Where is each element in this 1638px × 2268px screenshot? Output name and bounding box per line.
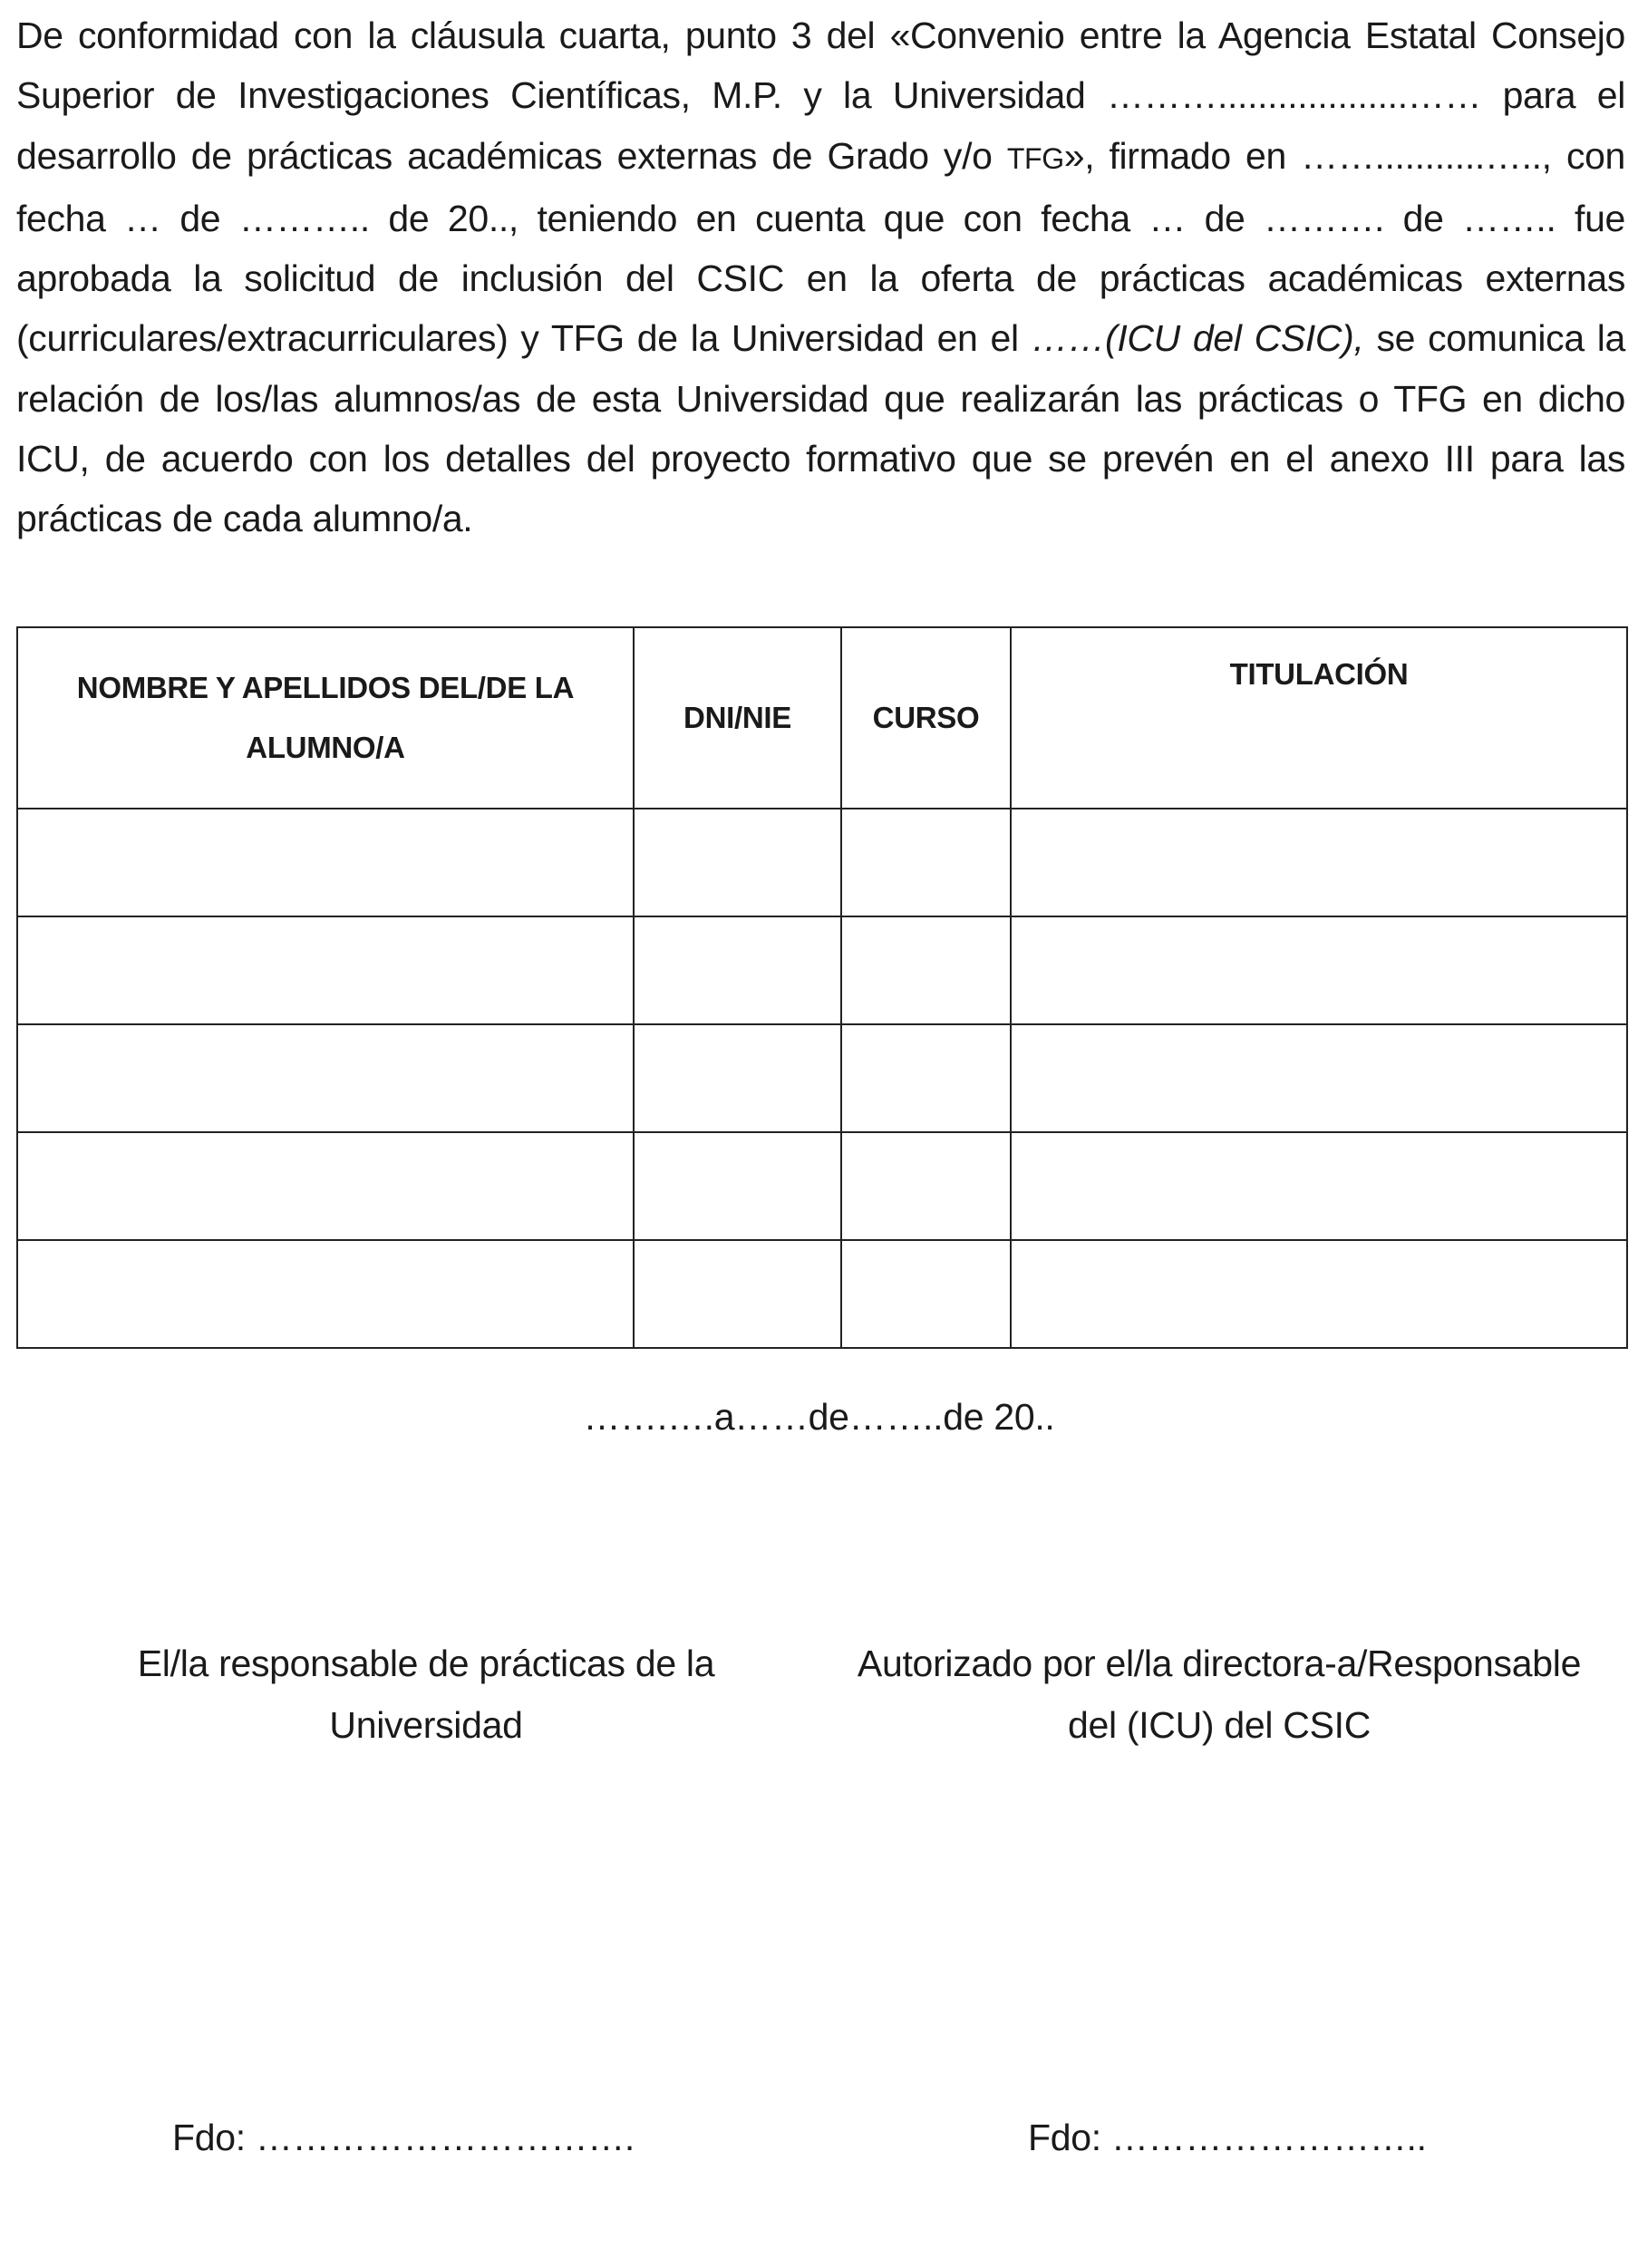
- cell-name[interactable]: [17, 1024, 634, 1132]
- cell-dni[interactable]: [634, 1132, 841, 1240]
- place-date-line: …….….a……de……..de 20..: [583, 1396, 1055, 1438]
- cell-titulacion[interactable]: [1011, 809, 1627, 916]
- signature-line-university: Fdo: ………………………….: [172, 2117, 635, 2158]
- signature-title-university-line1: El/la responsable de prácticas de la: [137, 1643, 715, 1684]
- signature-title-csic: [843, 1633, 1595, 1756]
- intro-text-part2: », firmado en ……...........….., con fecha … de ……….. de 20.., teniendo en cuenta que con fecha … de ………. de …….. fue aprobada la solicitud de inclusión del CSIC en la oferta de prácticas académicas externas (curriculares/extracurriculares) y TFG de la Universidad en el: [16, 134, 1626, 360]
- cell-dni[interactable]: [634, 1240, 841, 1348]
- cell-name[interactable]: [17, 1132, 634, 1240]
- intro-text-part1: De conformidad con la cláusula cuarta, punto 3 del «Convenio entre la Agencia Estatal Consejo Superior de Investigaciones Científicas, M.P. y la Universidad ………...................…… para el desarrollo de prácticas académicas externas de Grado y/o: [16, 15, 1625, 177]
- table-row: [17, 1240, 1627, 1348]
- table-row: [17, 916, 1627, 1024]
- cell-dni[interactable]: [634, 1024, 841, 1132]
- signature-title-university: [91, 1633, 761, 1756]
- intro-tfg-smallcaps: TFG: [1006, 141, 1064, 175]
- signature-title-university-line2: Universidad: [329, 1704, 523, 1746]
- cell-name[interactable]: [17, 809, 634, 916]
- cell-curso[interactable]: [841, 916, 1011, 1024]
- header-titulacion: TITULACIÓN: [1011, 627, 1627, 809]
- table-header-row: [17, 627, 1627, 809]
- signature-title-csic-line1: Autorizado por el/la directora-a/Responsable: [857, 1643, 1582, 1684]
- cell-titulacion[interactable]: [1011, 1132, 1627, 1240]
- students-table: [16, 626, 1628, 1349]
- cell-curso[interactable]: [841, 1240, 1011, 1348]
- header-name: NOMBRE Y APELLIDOS DEL/DE LA ALUMNO/A: [17, 627, 634, 809]
- cell-titulacion[interactable]: [1011, 1240, 1627, 1348]
- header-curso: CURSO: [841, 627, 1011, 809]
- intro-icu-italic: ……(ICU del CSIC),: [1031, 317, 1364, 360]
- cell-dni[interactable]: [634, 809, 841, 916]
- table-row: [17, 809, 1627, 916]
- cell-titulacion[interactable]: [1011, 1024, 1627, 1132]
- cell-name[interactable]: [17, 916, 634, 1024]
- intro-paragraph: [16, 5, 1625, 549]
- cell-curso[interactable]: [841, 1024, 1011, 1132]
- header-dni: DNI/NIE: [634, 627, 841, 809]
- cell-dni[interactable]: [634, 916, 841, 1024]
- signature-title-csic-line2: del (ICU) del CSIC: [1067, 1704, 1371, 1746]
- cell-titulacion[interactable]: [1011, 916, 1627, 1024]
- table-row: [17, 1024, 1627, 1132]
- signature-line-csic: Fdo: ……………………..: [1028, 2117, 1427, 2158]
- cell-curso[interactable]: [841, 1132, 1011, 1240]
- table-row: [17, 1132, 1627, 1240]
- cell-curso[interactable]: [841, 809, 1011, 916]
- intro-text-part3: se comunica la relación de los/las alumnos/as de esta Universidad que realizarán las prácticas o TFG en dicho ICU, de acuerdo con los detalles del proyecto formativo que se prevén en el anexo III para las prácticas de cada alumno/a.: [16, 317, 1626, 540]
- cell-name[interactable]: [17, 1240, 634, 1348]
